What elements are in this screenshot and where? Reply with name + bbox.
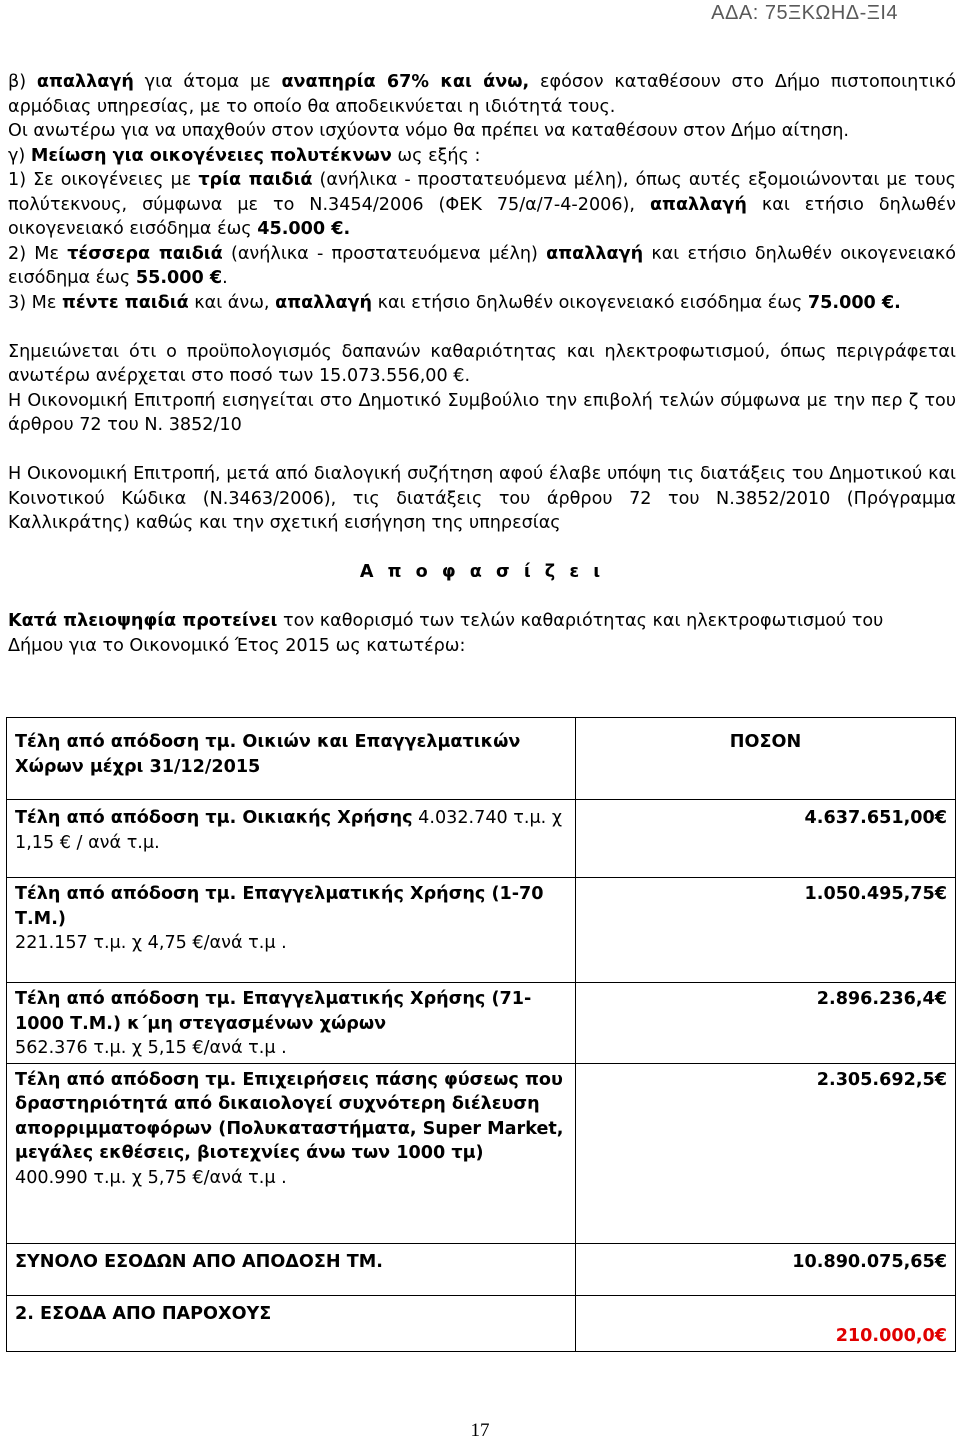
section2-label: 2. ΕΣΟΔΑ ΑΠΟ ΠΑΡΟΧΟΥΣ [7, 1295, 576, 1351]
row-amount: 4.637.651,00€ [576, 800, 956, 878]
row-amount: 2.896.236,4€ [576, 983, 956, 1064]
paragraph-application: Οι ανωτέρω για να υπαχθούν στον ισχύοντα νόμο θα πρέπει να καταθέσουν στον Δήμο αίτηση. [8, 121, 849, 141]
page-number: 17 [470, 1420, 490, 1441]
total-label: ΣΥΝΟΛΟ ΕΣΟΔΩΝ ΑΠΟ ΑΠΟΔΟΣΗ ΤΜ. [7, 1243, 576, 1295]
total-amount: 10.890.075,65€ [576, 1243, 956, 1295]
row-desc: Τέλη από απόδοση τμ. Επαγγελματικής Χρήσης (71-1000 Τ.Μ.) κ΄μη στεγασμένων χώρων 562.376 τ.μ. χ 5,15 €/ανά τ.μ . [7, 983, 576, 1064]
paragraph-five-children: 3) Με πέντε παιδιά και άνω, απαλλαγή και ετήσιο δηλωθέν οικογενειακό εισόδημα έως 75.000 €. [8, 292, 901, 313]
paragraph-large-families: γ) Μείωση για οικογένειες πολυτέκνων ως εξής : 1) Σε οικογένειες με τρία παιδιά (ανήλικα - προστατευόμενα μέλη), όπως αυτές εξομοιώνονται με τους πολύτεκνους, σύμφωνα με το Ν.3454/2006 (ΦΕΚ 75/α/7-4-2006), απαλλαγή και ετήσιο δηλωθέν οικογενειακό εισόδημα έως 45.000 €. [8, 145, 957, 239]
table-total-row [7, 1243, 956, 1295]
paragraph-disability: β) απαλλαγή για άτομα με αναπηρία 67% και άνω, εφόσον καταθέσουν στο Δήμο πιστοποιητικό αρμόδιας υπηρεσίας, με το οποίο θα αποδεικνύεται η ιδιότητά τους. [8, 72, 956, 117]
row-desc: Τέλη από απόδοση τμ. Οικιακής Χρήσης 4.032.740 τ.μ. χ 1,15 € / ανά τ.μ. [7, 800, 576, 878]
table-row [7, 800, 956, 878]
ada-code: ΑΔΑ: 75ΞΚΩΗΔ-ΞΙ4 [711, 2, 898, 24]
table-row [7, 878, 956, 983]
decision-title: Α π ο φ α σ ί ζ ε ι [359, 562, 605, 582]
row-desc: Τέλη από απόδοση τμ. Επαγγελματικής Χρήσης (1-70 Τ.Μ.) 221.157 τ.μ. χ 4,75 €/ανά τ.μ . [7, 878, 576, 983]
paragraph-four-children: 2) Με τέσσερα παιδιά (ανήλικα - προστατευόμενα μέλη) απαλλαγή και ετήσιο δηλωθέν οικογενειακό εισόδημα έως 55.000 €. [8, 243, 957, 288]
paragraph-committee-discussion: Η Οικονομική Επιτροπή, μετά από διαλογική συζήτηση αφού έλαβε υπόψη τις διατάξεις του Δημοτικού και Κοινοτικού Κώδικα (Ν.3463/2006), τις διατάξεις του άρθρου 72 του Ν.3852/2010 (Πρόγραμμα Καλλικράτης) καθώς και την σχετική εισήγηση της υπηρεσίας [8, 464, 956, 533]
row-amount: 1.050.495,75€ [576, 878, 956, 983]
paragraph-budget-note: Σημειώνεται ότι ο προϋπολογισμός δαπανών καθαριότητας και ηλεκτροφωτισμού, όπως περιγράφεται ανωτέρω ανέρχεται στο ποσό των 15.073.556,00 €. [8, 341, 956, 386]
table-header-desc: Τέλη από απόδοση τμ. Οικιών και Επαγγελματικών Χώρων μέχρι 31/12/2015 [7, 718, 576, 800]
fees-table [6, 717, 956, 1352]
row-desc: Τέλη από απόδοση τμ. Επιχειρήσεις πάσης φύσεως που δραστηριότητά από δικαιολογεί συχνότερη διέλευση απορριμματοφόρων (Πολυκαταστήματα, Super Market, μεγάλες εκθέσεις, βιοτεχνίες άνω των 1000 τμ) 400.990 τ.μ. χ 5,75 €/ανά τ.μ . [7, 1063, 576, 1243]
table-row [7, 1063, 956, 1243]
section2-amount: 210.000,0€ [576, 1295, 956, 1351]
table-section2-row [7, 1295, 956, 1351]
table-row [7, 983, 956, 1064]
paragraph-decision: Κατά πλειοψηφία προτείνει τον καθορισμό των τελών καθαριότητας και ηλεκτροφωτισμού του Δήμου για το Οικονομικό Έτος 2015 ως κατωτέρω: [8, 611, 884, 656]
row-amount: 2.305.692,5€ [576, 1063, 956, 1243]
table-header-row [7, 718, 956, 800]
paragraph-committee-proposal: Η Οικονομική Επιτροπή εισηγείται στο Δημοτικό Συμβούλιο την επιβολή τελών σύμφωνα με την περ ζ του άρθρου 72 του Ν. 3852/10 [8, 390, 956, 435]
table-header-amount: ΠΟΣΟΝ [576, 718, 956, 800]
document-body [8, 70, 956, 658]
